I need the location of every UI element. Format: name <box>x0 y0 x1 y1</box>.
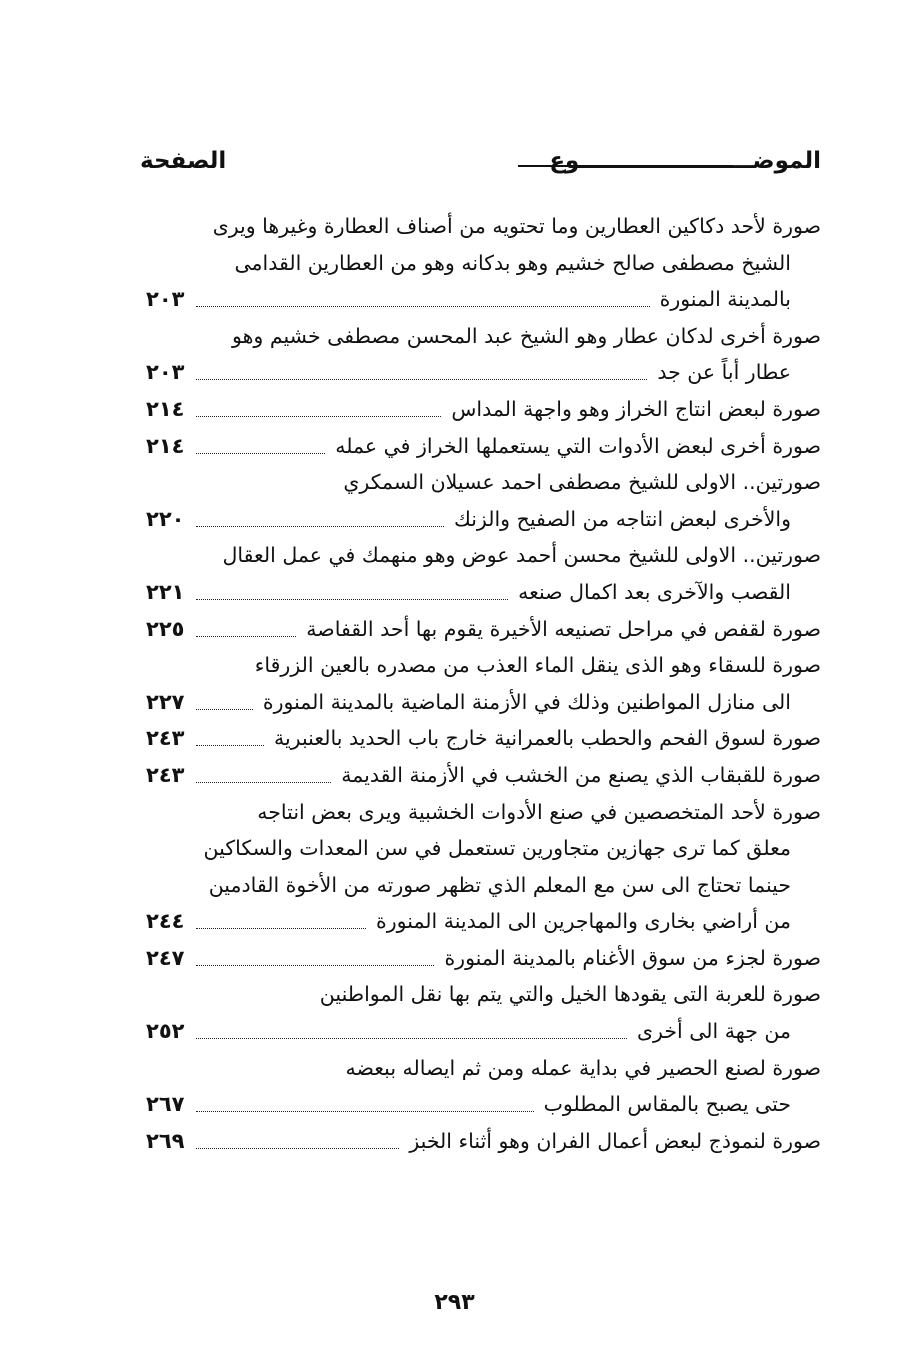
dot-leader <box>196 1148 399 1149</box>
contents-list <box>0 208 909 1159</box>
entry-line <box>0 903 909 940</box>
entry-text: عطار أباً عن جد <box>657 360 791 385</box>
dot-leader <box>196 599 508 600</box>
entry-text: صورة لسوق الفحم والحطب بالعمرانية خارج باب الحديد بالعنبرية <box>273 726 821 751</box>
page-number: ٢٩٣ <box>434 1290 475 1315</box>
dot-leader <box>196 782 331 783</box>
entry-page-number: ٢٤٣ <box>146 726 185 751</box>
entry-line <box>0 684 909 721</box>
entry-line <box>0 428 909 465</box>
entry-line <box>0 537 909 574</box>
entry-line <box>0 318 909 355</box>
dot-leader <box>196 379 647 380</box>
entry-line <box>0 940 909 977</box>
entry-line <box>0 354 909 391</box>
entry-line <box>0 867 909 904</box>
entry-text: صورة لأحد المتخصصين في صنع الأدوات الخشبية ويرى بعض انتاجه <box>257 799 821 824</box>
entry-text: صورة للسقاء وهو الذى ينقل الماء العذب من مصدره بالعين الزرقاء <box>254 653 821 678</box>
entry-page-number: ٢٢٥ <box>146 616 185 641</box>
dot-leader <box>196 1111 534 1112</box>
entry-page-number: ٢٠٣ <box>146 360 185 385</box>
entry-line <box>0 391 909 428</box>
entry-text: صورة أخرى لبعض الأدوات التي يستعملها الخراز في عمله <box>335 433 821 458</box>
entry-page-number: ٢٢٠ <box>146 506 185 531</box>
entry-page-number: ٢٢٧ <box>146 689 185 714</box>
entry-line <box>0 1013 909 1050</box>
entry-text: صورة لنموذج لبعض أعمال الفران وهو أثناء الخبز <box>409 1128 821 1153</box>
dot-leader <box>196 416 441 417</box>
entry-text: صورة للعربة التى يقودها الخيل والتي يتم بها نقل المواطنين <box>319 982 821 1007</box>
entry-page-number: ٢٤٤ <box>146 909 185 934</box>
entry-page-number: ٢١٤ <box>146 396 185 421</box>
entry-text: من جهة الى أخرى <box>636 1019 791 1044</box>
entry-text: صورة لجزء من سوق الأغنام بالمدينة المنورة <box>444 945 821 970</box>
dot-leader <box>196 453 325 454</box>
entry-text: صورتين.. الاولى للشيخ مصطفى احمد عسيلان السمكري <box>343 470 821 495</box>
dot-leader <box>196 709 253 710</box>
entry-line <box>0 501 909 538</box>
entry-line <box>0 647 909 684</box>
table-header <box>0 148 909 184</box>
entry-page-number: ٢٤٧ <box>146 945 185 970</box>
entry-line <box>0 720 909 757</box>
entry-text: حتى يصبح بالمقاس المطلوب <box>543 1092 791 1117</box>
entry-text: صورة لقفص في مراحل تصنيعه الأخيرة يقوم بها أحد القفاصة <box>306 616 821 641</box>
dot-leader <box>196 928 366 929</box>
entry-text: صورة للقبقاب الذي يصنع من الخشب في الأزمنة القديمة <box>341 762 821 787</box>
entry-text: صورتين.. الاولى للشيخ محسن أحمد عوض وهو منهمك في عمل العقال <box>222 543 821 568</box>
dot-leader <box>196 306 650 307</box>
entry-line <box>0 976 909 1013</box>
entry-line <box>0 574 909 611</box>
entry-text: من أراضي بخارى والمهاجرين الى المدينة المنورة <box>376 909 791 934</box>
entry-line <box>0 464 909 501</box>
entry-line <box>0 1086 909 1123</box>
heading-rule <box>518 165 733 167</box>
dot-leader <box>196 745 264 746</box>
entry-text: بالمدينة المنورة <box>659 287 791 312</box>
entry-text: القصب والآخرى بعد اكمال صنعه <box>518 579 791 604</box>
dot-leader <box>196 636 296 637</box>
entry-page-number: ٢٦٧ <box>146 1092 185 1117</box>
entry-line <box>0 1123 909 1160</box>
entry-text: الى منازل المواطنين وذلك في الأزمنة الماضية بالمدينة المنورة <box>262 689 791 714</box>
entry-text: صورة لبعض انتاج الخراز وهو واجهة المداس <box>451 396 821 421</box>
entry-text: صورة لأحد دكاكين العطارين وما تحتويه من أصناف العطارة وغيرها ويرى <box>212 214 821 238</box>
entry-text: الشيخ مصطفى صالح خشيم وهو بدكانه وهو من العطارين القدامى <box>234 250 791 275</box>
entry-line <box>0 208 909 245</box>
entry-line <box>0 830 909 867</box>
page-column-heading: الصفحة <box>140 148 227 174</box>
entry-page-number: ٢١٤ <box>146 433 185 458</box>
entry-line <box>0 245 909 282</box>
entry-line <box>0 281 909 318</box>
topic-column-heading: الموضــــــــــــــــــــــوع <box>549 148 821 174</box>
dot-leader <box>196 526 444 527</box>
entry-page-number: ٢٦٩ <box>146 1128 185 1153</box>
dot-leader <box>196 1038 627 1039</box>
dot-leader <box>196 965 434 966</box>
entry-text: معلق كما ترى جهازين متجاورين تستعمل في سن المعدات والسكاكين <box>203 836 791 861</box>
entry-page-number: ٢٠٣ <box>146 287 185 312</box>
entry-page-number: ٢٤٣ <box>146 762 185 787</box>
entry-line <box>0 794 909 831</box>
entry-line <box>0 1050 909 1087</box>
entry-text: حينما تحتاج الى سن مع المعلم الذي تظهر صورته من الأخوة القادمين <box>208 872 791 897</box>
entry-text: صورة أخرى لدكان عطار وهو الشيخ عبد المحسن مصطفى خشيم وهو <box>232 323 821 348</box>
entry-text: صورة لصنع الحصير في بداية عمله ومن ثم ايصاله ببعضه <box>345 1055 821 1080</box>
entry-line <box>0 611 909 648</box>
entry-text: والأخرى لبعض انتاجه من الصفيح والزنك <box>453 506 791 531</box>
entry-page-number: ٢٥٢ <box>146 1019 185 1044</box>
entry-line <box>0 757 909 794</box>
entry-page-number: ٢٢١ <box>146 579 185 604</box>
